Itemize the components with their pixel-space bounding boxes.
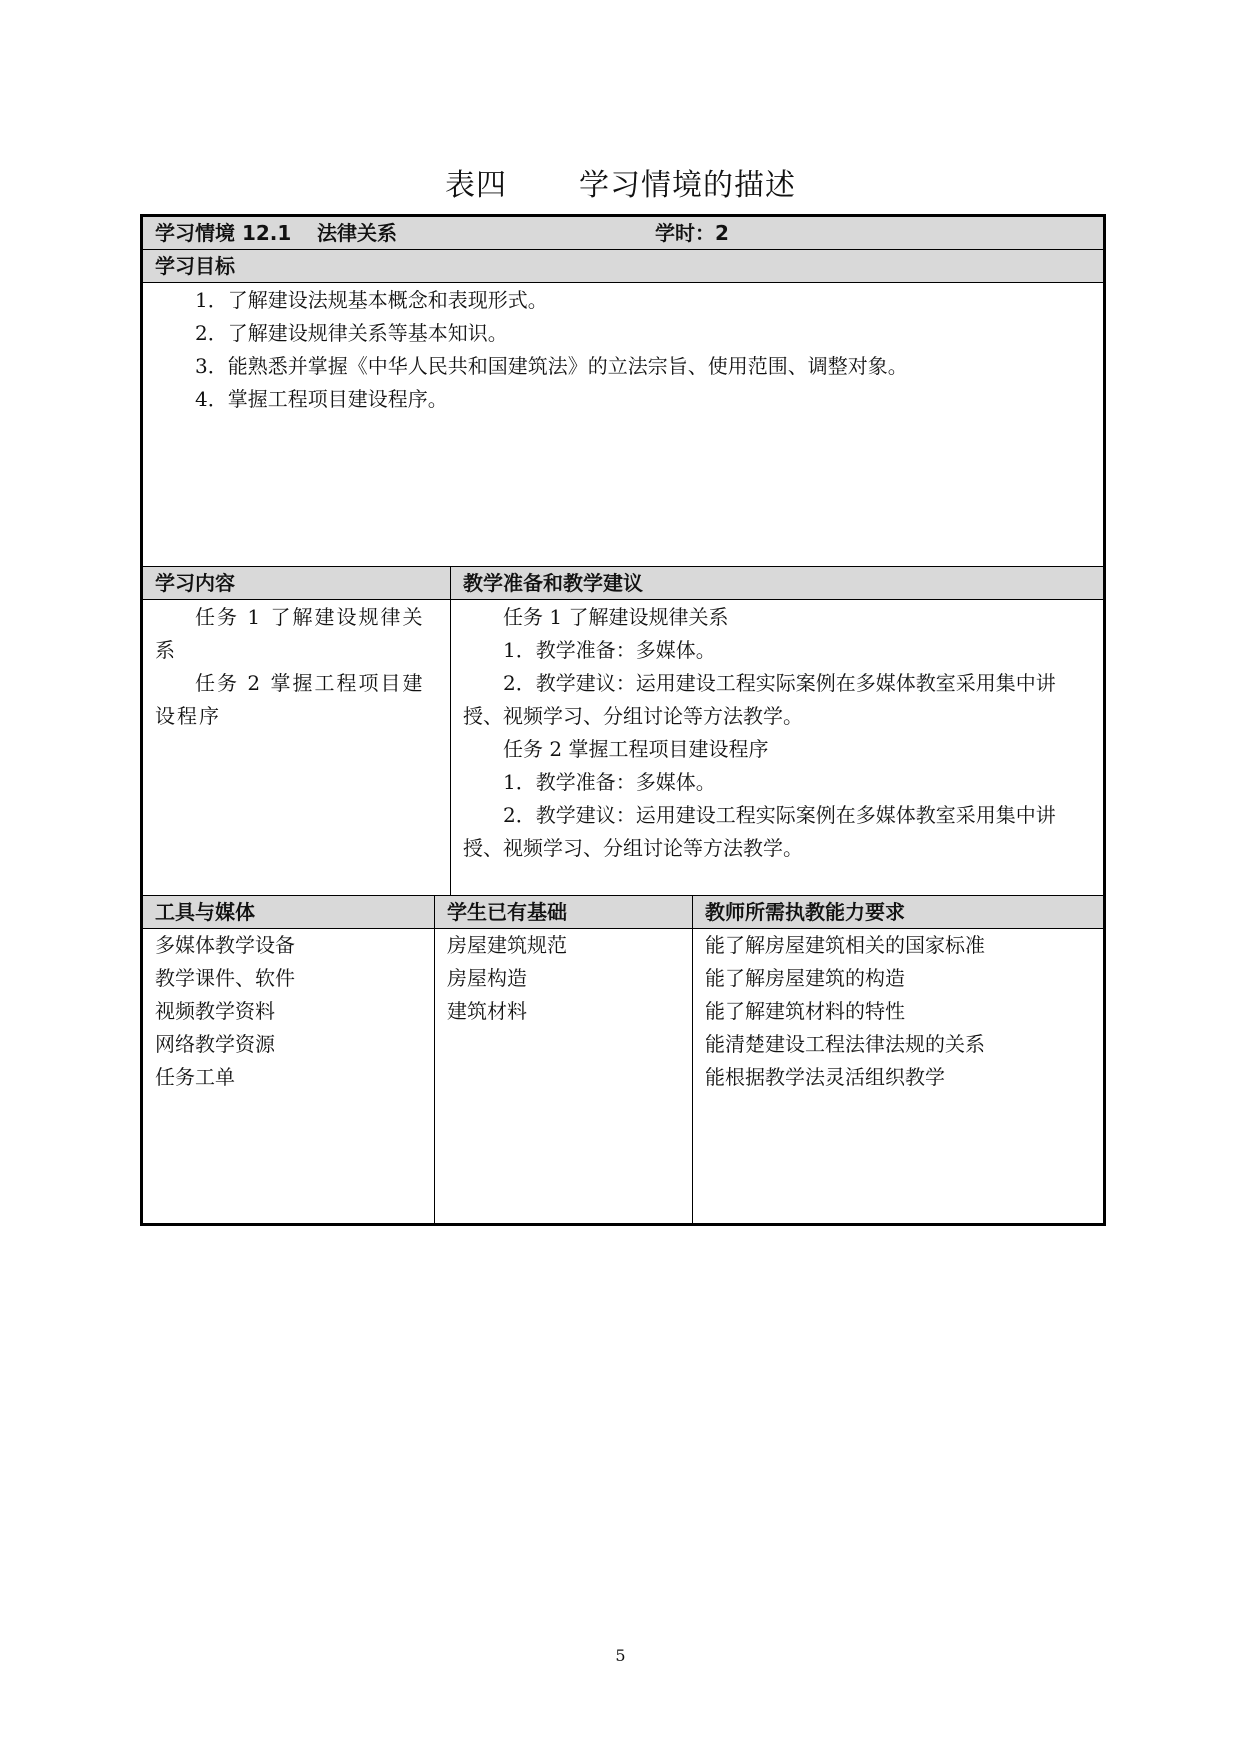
objective-item: 4．掌握工程项目建设程序。 [195,387,448,411]
prep-heading: 教学准备和教学建议 [463,571,643,595]
tools-heading: 工具与媒体 [155,900,255,924]
teacher-item: 能了解建筑材料的特性 [705,999,905,1023]
prep-line: 1．教学准备：多媒体。 [503,638,716,662]
prep-line: 2．教学建议：运用建设工程实际案例在多媒体教室采用集中讲授、视频学习、分组讨论等方法教学。 [463,803,1056,860]
prep-line: 2．教学建议：运用建设工程实际案例在多媒体教室采用集中讲授、视频学习、分组讨论等方法教学。 [463,671,1056,728]
teacher-item: 能根据教学法灵活组织教学 [705,1065,945,1089]
tools-item: 网络教学资源 [155,1032,275,1056]
situation-header-row [143,217,1103,250]
title-left: 表四 [445,168,507,203]
content-cell [143,600,451,895]
prep-line: 任务 1 了解建设规律关系 [503,605,729,629]
objective-item: 1．了解建设法规基本概念和表现形式。 [195,288,548,312]
prep-line: 任务 2 掌握工程项目建设程序 [503,737,769,761]
situation-label: 学习情境 12.1 [155,221,292,245]
objectives-body [143,283,1103,567]
situation-topic: 法律关系 [317,221,397,245]
basis-item: 建筑材料 [447,999,527,1023]
objectives-heading: 学习目标 [155,254,235,278]
content-prep-body-row [143,600,1103,896]
tools-item: 视频教学资料 [155,999,275,1023]
basis-heading: 学生已有基础 [447,900,567,924]
resources-body-row [143,929,1103,1223]
basis-item: 房屋建筑规范 [447,933,567,957]
basis-cell [435,929,693,1223]
objective-item: 3．能熟悉并掌握《中华人民共和国建筑法》的立法宗旨、使用范围、调整对象。 [195,354,908,378]
page-title [0,160,1241,204]
resources-header-row [143,896,1103,929]
objective-item: 2．了解建设规律关系等基本知识。 [195,321,508,345]
teacher-item: 能清楚建设工程法律法规的关系 [705,1032,985,1056]
basis-item: 房屋构造 [447,966,527,990]
tools-item: 任务工单 [155,1065,235,1089]
tools-item: 多媒体教学设备 [155,933,295,957]
tools-item: 教学课件、软件 [155,966,295,990]
prep-cell [451,600,1103,895]
title-right: 学习情境的描述 [579,168,796,203]
situation-table [140,214,1106,1226]
page-number: 5 [615,1646,626,1665]
content-heading: 学习内容 [155,571,235,595]
teacher-heading: 教师所需执教能力要求 [705,900,905,924]
tools-cell [143,929,435,1223]
content-item: 任务 1 了解建设规律关系 [155,605,425,662]
teacher-item: 能了解房屋建筑的构造 [705,966,905,990]
prep-line: 1．教学准备：多媒体。 [503,770,716,794]
objectives-header [143,250,1103,283]
content-item: 任务 2 掌握工程项目建设程序 [155,671,425,728]
teacher-cell [693,929,1103,1223]
content-prep-header-row [143,567,1103,600]
situation-hours: 学时：2 [655,221,729,245]
teacher-item: 能了解房屋建筑相关的国家标准 [705,933,985,957]
